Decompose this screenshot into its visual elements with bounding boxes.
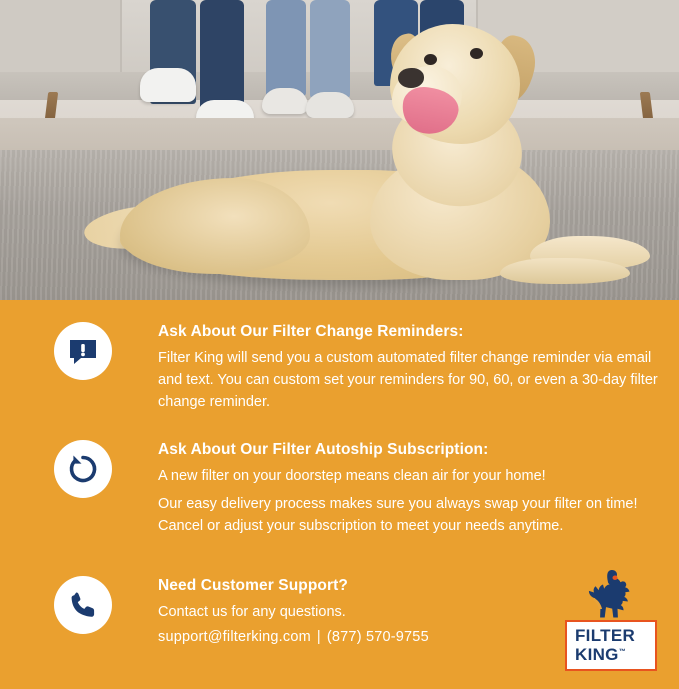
dog-paw [500,258,630,284]
info-item-body: Filter King will send you a custom automated filter change reminder via email and text. You can custom set your reminders for 90, 60, or even a 30-day filter change reminder. [158,350,658,411]
chat-alert-icon [54,322,112,380]
logo-line-2 [575,646,647,663]
logo-wordmark [565,620,657,671]
trademark-symbol: ™ [618,648,627,656]
person-leg [310,0,350,98]
info-item-title: Ask About Our Filter Autoship Subscription: [158,441,489,458]
info-item-autoship [0,440,679,537]
brand-logo[interactable] [565,568,657,671]
info-item-body: A new filter on your doorstep means clean air for your home! [158,468,546,485]
info-panel [0,300,679,689]
support-email-link[interactable]: support@filterking.com [158,629,311,646]
person-leg [266,0,306,96]
info-item-body: Contact us for any questions. [158,604,346,621]
lion-mascot-icon [565,568,657,620]
dog-eye-left [424,54,437,65]
hero-photo [0,0,679,300]
sneaker [262,88,308,114]
info-item-title: Need Customer Support? [158,577,348,594]
contact-separator: | [316,629,321,646]
logo-line-1: FILTER [575,626,636,645]
info-item-text [158,576,429,660]
info-item-text [158,322,658,413]
info-item-title: Ask About Our Filter Change Reminders: [158,323,464,340]
phone-icon [54,576,112,634]
person-leg [200,0,244,112]
support-phone-link[interactable]: (877) 570-9755 [326,629,429,646]
logo-line-2-text: KING [575,645,619,664]
sneaker [306,92,354,118]
dog-nose [398,68,424,88]
contact-line [158,629,429,645]
refresh-cycle-icon [54,440,112,498]
sneaker [140,68,196,102]
info-item-text [158,440,658,537]
dog-eye-right [470,48,483,59]
info-item-body: Our easy delivery process makes sure you always swap your filter on time! Cancel or adjust your subscription to meet your needs anytime. [158,496,638,535]
info-item-reminders [0,322,679,413]
